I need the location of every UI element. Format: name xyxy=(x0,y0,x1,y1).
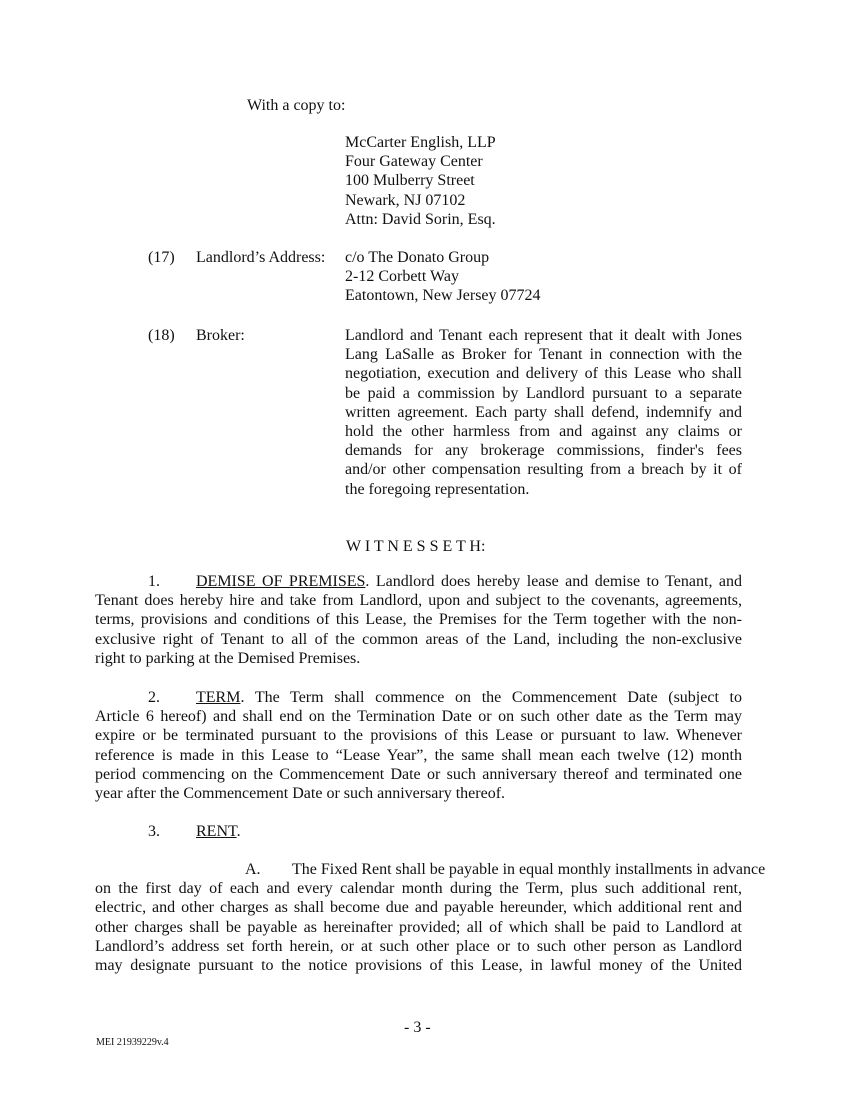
landlord-label: Landlord’s Address: xyxy=(196,249,326,266)
section-heading: TERM xyxy=(196,689,241,706)
address-line: c/o The Donato Group xyxy=(345,249,490,266)
text-line: negotiation, execution and delivery of this Lease who shall xyxy=(345,365,742,383)
text-line: The Fixed Rent shall be payable in equal monthly installments in advance xyxy=(292,861,766,878)
text-line: . The Term shall commence on the Commencement Date (subject to xyxy=(240,689,742,706)
text-line: expire or be terminated pursuant to the provisions of this Lease or pursuant to law. Whenever xyxy=(95,727,742,745)
copy-label: With a copy to: xyxy=(247,97,346,114)
text-line: Lang LaSalle as Broker for Tenant in connection with the xyxy=(345,346,742,364)
address-line: Eatontown, New Jersey 07724 xyxy=(345,287,541,305)
section-number: 2. xyxy=(148,689,160,706)
section-2 xyxy=(95,688,742,803)
text-line: terms, provisions and conditions of this Lease, the Premises for the Term together with the non- xyxy=(95,611,742,629)
text-line: written agreement. Each party shall defend, indemnify and xyxy=(345,403,742,421)
page-number: - 3 - xyxy=(404,1019,431,1036)
text-line: on the first day of each and every calendar month during the Term, plus such additional rent, xyxy=(95,880,742,898)
section-number: 1. xyxy=(148,573,160,590)
text-line: period commencing on the Commencement Date or such anniversary thereof and terminated one xyxy=(95,765,742,783)
section-3a xyxy=(95,860,766,975)
landlord-address xyxy=(345,248,541,306)
address-line: McCarter English, LLP xyxy=(345,134,496,151)
heading-period: . xyxy=(236,823,241,840)
text-line: . Landlord does hereby lease and demise to Tenant, and xyxy=(365,573,743,590)
text-line: other charges shall be payable as hereinafter provided; all of which shall be paid to Landlord at xyxy=(95,918,742,936)
text-line: Tenant does hereby hire and take from Landlord, upon and subject to the covenants, agreements, xyxy=(95,592,742,610)
section-number: 3. xyxy=(148,823,160,840)
broker-text xyxy=(345,326,742,499)
section-heading-wrap xyxy=(196,822,241,841)
text-line: reference is made in this Lease to “Lease Year”, the same shall mean each twelve (12) month xyxy=(95,746,742,764)
address-line: Four Gateway Center xyxy=(345,153,483,171)
text-line: demands for any brokerage commissions, finder's fees xyxy=(345,442,742,460)
document-id: MEI 21939229v.4 xyxy=(96,1037,169,1048)
address-line: 100 Mulberry Street xyxy=(345,172,475,190)
text-line: the foregoing representation. xyxy=(345,480,530,498)
text-line: and/or other compensation resulting from a breach by it of xyxy=(345,461,742,479)
subsection-number: A. xyxy=(245,861,261,878)
landlord-number: (17) xyxy=(148,249,175,266)
section-heading: DEMISE OF PREMISES xyxy=(196,573,366,590)
copy-address xyxy=(345,133,496,229)
section-heading: RENT xyxy=(196,823,237,840)
text-line: Article 6 hereof) and shall end on the Termination Date or on such other date as the Term may xyxy=(95,708,742,726)
text-line: exclusive right of Tenant to all of the common areas of the Land, including the non-exclusive xyxy=(95,630,742,648)
address-line: 2-12 Corbett Way xyxy=(345,268,459,286)
section-1 xyxy=(95,572,742,668)
text-line: may designate pursuant to the notice provisions of this Lease, in lawful money of the United xyxy=(95,957,742,974)
text-line: electric, and other charges as shall become due and payable hereunder, which additional rent and xyxy=(95,899,742,917)
text-line: hold the other harmless from and against any claims or xyxy=(345,423,742,441)
address-line: Attn: David Sorin, Esq. xyxy=(345,210,496,228)
text-line: right to parking at the Demised Premises. xyxy=(95,649,361,667)
text-line: year after the Commencement Date or such anniversary thereof. xyxy=(95,785,506,802)
text-line: Landlord’s address set forth herein, or at such other place or to such other person as Landlord xyxy=(95,937,742,955)
address-line: Newark, NJ 07102 xyxy=(345,191,466,209)
witnesseth-heading: W I T N E S S E T H: xyxy=(346,538,486,555)
broker-label: Broker: xyxy=(196,327,245,344)
broker-number: (18) xyxy=(148,327,175,344)
text-line: be paid a commission by Landlord pursuant to a separate xyxy=(345,384,742,402)
text-line: Landlord and Tenant each represent that it dealt with Jones xyxy=(345,327,742,344)
